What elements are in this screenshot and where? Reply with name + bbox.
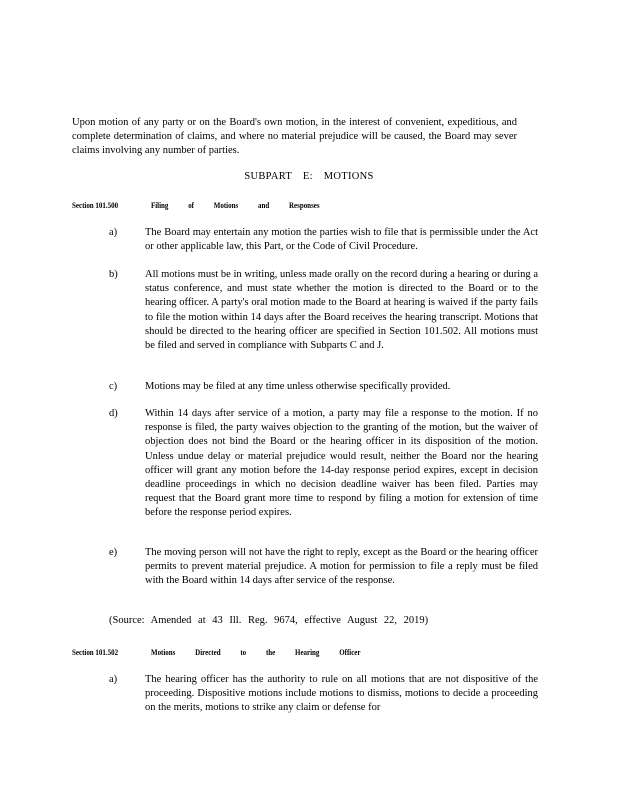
section-101-500-item-e [109,546,539,589]
item-text: All motions must be in writing, unless made orally on the record during a hearing or during a status conference, and must state whether the motion is directed to the Board or to the hearing officer. A party's oral motion made to the Board at hearing is waived if the party fails to file the motion within 14 days after the Board receives the hearing transcript. Motions that should be directed to the hearing officer are specified in Section 101.502. All motions must be filed and served in compliance with Subparts C and J. [145,269,538,352]
section-number: Section 101.500 [72,200,119,210]
section-101-500-item-c [109,380,539,394]
section-101-502-heading [72,645,360,659]
item-label: d) [109,408,118,419]
subpart-heading: SUBPART E: MOTIONS [244,171,374,182]
item-text: The Board may entertain any motion the parties wish to file that is permissible under the Act or other applicable law, this Part, or the Code of Civil Procedure. [145,227,538,253]
section-101-500-item-d [109,407,539,521]
section-number: Section 101.502 [72,647,119,657]
section-101-500-heading [72,198,320,212]
section-101-500-item-a [109,226,539,254]
item-label: e) [109,547,118,558]
intro-paragraph: Upon motion of any party or on the Board's own motion, in the interest of convenient, expeditious, and complete determination of claims, and where no material prejudice will be caused, the Board may sever claims involving any number of parties. [72,117,517,157]
item-label: b) [109,269,118,280]
item-label: c) [109,381,118,392]
section-101-500-item-b [109,268,539,353]
source-note: (Source: Amended at 43 Ill. Reg. 9674, effective August 22, 2019) [109,615,429,626]
section-101-502-item-a [109,673,539,716]
section-title: Filing of Motions and Responses [150,200,320,210]
item-label: a) [109,674,118,685]
item-text: The moving person will not have the right to reply, except as the Board or the hearing officer permits to prevent material prejudice. A motion for permission to file a reply must be filed with the Board within 14 days after service of the response. [145,547,538,587]
section-title: Motions Directed to the Hearing Officer [150,647,361,657]
item-text: Within 14 days after service of a motion, a party may file a response to the motion. If no response is filed, the party waives objection to the granting of the motion, but the waiver of objection does not bind the Board or the hearing officer in its disposition of the motion. Unless undue delay or material prejudice would result, neither the Board nor the hearing officer will grant any motion before the 14-day response period expires, except in decision deadline proceedings in which no decision deadline waiver has been filed. Parties may request that the Board grant more time to respond by filing a motion for extension of time before the response period expires. [145,408,538,519]
item-label: a) [109,227,118,238]
item-text: Motions may be filed at any time unless otherwise specifically provided. [145,381,451,392]
item-text: The hearing officer has the authority to rule on all motions that are not dispositive of the proceeding. Dispositive motions include motions to dismiss, motions to decide a proceeding on the merits, motions to strike any claim or defense for [145,674,538,714]
